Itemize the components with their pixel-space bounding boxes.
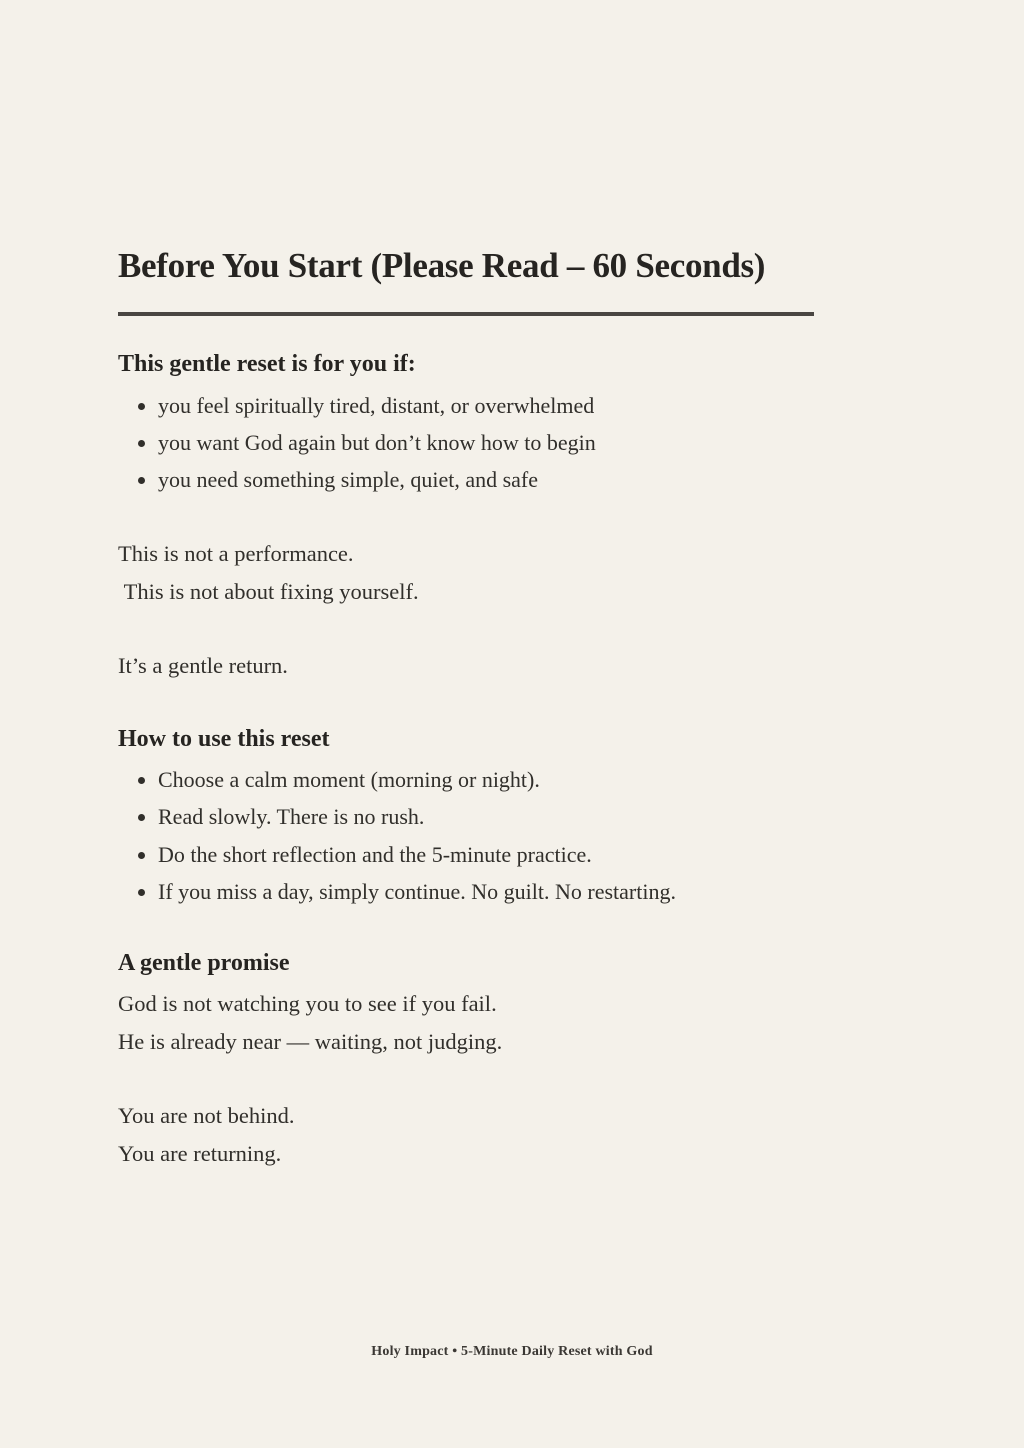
- intro-bullet-list: [118, 387, 814, 499]
- reflection-paragraph: [118, 535, 814, 611]
- promise-paragraph: [118, 985, 814, 1061]
- list-item: • Read slowly. There is no rush.: [158, 798, 814, 835]
- gentle-return-paragraph: [118, 647, 814, 685]
- section-heading-promise: A gentle promise: [118, 949, 290, 976]
- closing-paragraph: [118, 1097, 814, 1173]
- paragraph-line: This is not a performance.: [118, 540, 354, 566]
- page-footer: [0, 1342, 1024, 1360]
- how-to-bullet-list: [118, 761, 814, 911]
- list-item: • you feel spiritually tired, distant, or overwhelmed: [158, 387, 814, 424]
- paragraph-line: God is not watching you to see if you fail.: [118, 990, 497, 1016]
- section-heading-how-to: How to use this reset: [118, 725, 330, 752]
- paragraph-line: You are returning.: [118, 1140, 282, 1166]
- page-content: [118, 246, 814, 1173]
- list-item: • you need something simple, quiet, and safe: [158, 461, 814, 498]
- section-heading-intro: This gentle reset is for you if:: [118, 351, 416, 378]
- paragraph-line: This is not about fixing yourself.: [118, 578, 419, 604]
- title-divider: [118, 312, 814, 316]
- page-title: Before You Start (Please Read – 60 Seconds): [118, 246, 766, 285]
- paragraph-line: It’s a gentle return.: [118, 652, 288, 678]
- list-item: • you want God again but don’t know how to begin: [158, 424, 814, 461]
- list-item: • If you miss a day, simply continue. No guilt. No restarting.: [158, 873, 814, 910]
- paragraph-line: He is already near — waiting, not judging.: [118, 1028, 503, 1054]
- paragraph-line: You are not behind.: [118, 1102, 295, 1128]
- footer-text: Holy Impact • 5-Minute Daily Reset with God: [371, 1344, 653, 1359]
- list-item: • Do the short reflection and the 5-minute practice.: [158, 836, 814, 873]
- list-item: • Choose a calm moment (morning or night).: [158, 761, 814, 798]
